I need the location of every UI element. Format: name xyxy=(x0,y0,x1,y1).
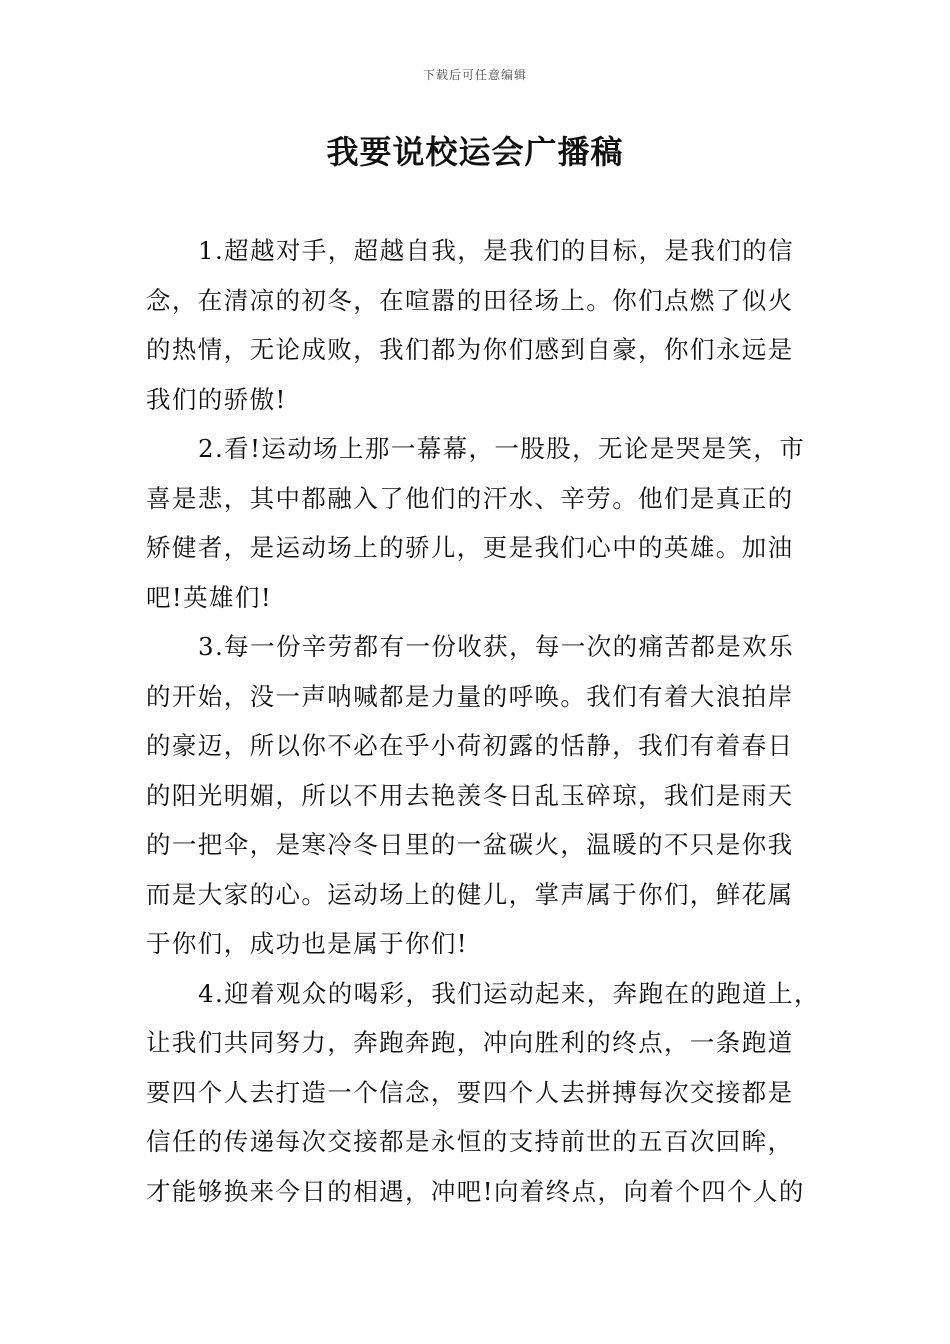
paragraph-4-line: 4.迎着观众的喝彩，我们运动起来，奔跑在的跑道上， xyxy=(198,978,820,1008)
paragraph-2-line: 喜是悲，其中都融入了他们的汗水、辛劳。他们是真正的 xyxy=(146,483,794,513)
paragraph-3-line: 的豪迈，所以你不必在乎小荷初露的恬静，我们有着春日 xyxy=(146,731,794,760)
paragraph-3-line: 的一把伞，是寒冷冬日里的一盆碳火，温暖的不只是你我 xyxy=(146,830,794,859)
paragraph-3-line: 而是大家的心。运动场上的健儿，掌声属于你们，鲜花属 xyxy=(146,879,794,909)
document-body xyxy=(146,226,820,1216)
paragraph-2-line: 吧!英雄们! xyxy=(146,582,273,612)
paragraph-1-line: 的热情，无论成败，我们都为你们感到自豪，你们永远是 xyxy=(146,335,794,364)
paragraph-2-line: 2.看!运动场上那一幕幕，一股股，无论是哭是笑，市 xyxy=(198,434,806,463)
paragraph-1-line: 我们的骄傲! xyxy=(146,384,287,414)
paragraph-3-line: 的开始，没一声呐喊都是力量的呼唤。我们有着大浪拍岸 xyxy=(146,681,794,711)
paragraph-4-line: 才能够换来今日的相遇，冲吧!向着终点，向着个四个人的 xyxy=(146,1176,805,1206)
paragraph-4-line: 让我们共同努力，奔跑奔跑，冲向胜利的终点，一条跑道 xyxy=(146,1028,794,1057)
document-title: 我要说校运会广播稿 xyxy=(326,133,624,171)
paragraph-3-line: 的阳光明媚，所以不用去艳羡冬日乱玉碎琼，我们是雨天 xyxy=(146,780,794,810)
paragraph-1-line: 1.超越对手，超越自我，是我们的目标，是我们的信 xyxy=(198,236,794,265)
paragraph-2-line: 矫健者，是运动场上的骄儿，更是我们心中的英雄。加油 xyxy=(146,533,794,562)
paragraph-3-line: 于你们，成功也是属于你们! xyxy=(146,929,469,958)
paragraph-1-line: 念，在清凉的初冬，在喧嚣的田径场上。你们点燃了似火 xyxy=(146,285,794,315)
paragraph-4-line: 要四个人去打造一个信念，要四个人去拼搏每次交接都是 xyxy=(146,1077,794,1107)
paragraph-4-line: 信任的传递每次交接都是永恒的支持前世的五百次回眸， xyxy=(146,1127,794,1156)
paragraph-3-line: 3.每一份辛劳都有一份收获，每一次的痛苦都是欢乐 xyxy=(198,632,794,661)
page-header-note: 下载后可任意编辑 xyxy=(422,68,527,82)
